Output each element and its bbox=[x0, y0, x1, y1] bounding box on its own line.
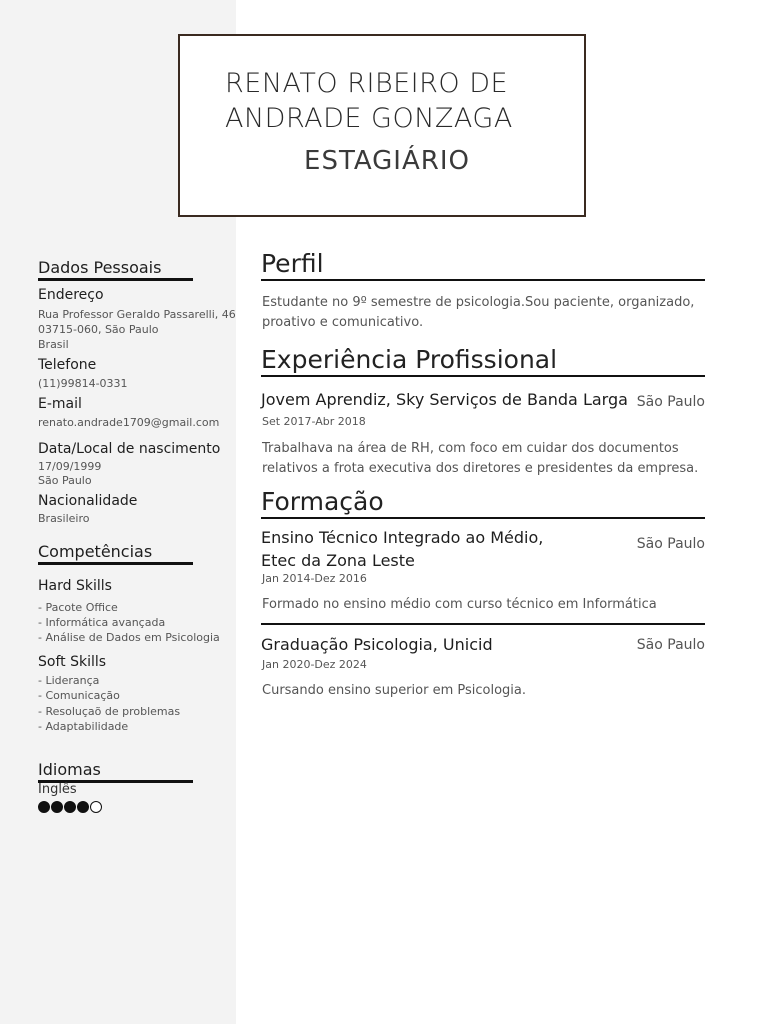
name-header-box bbox=[178, 34, 586, 217]
address-label: Endereço bbox=[38, 287, 104, 303]
hard-skill-item: - Informática avançada bbox=[38, 616, 166, 629]
education-date: Jan 2014-Dez 2016 bbox=[262, 572, 367, 585]
level-dot-filled bbox=[64, 801, 76, 813]
soft-skill-item: - Adaptabilidade bbox=[38, 720, 129, 733]
education-divider bbox=[261, 623, 705, 625]
languages-section bbox=[38, 760, 228, 783]
experience-desc-line2: relativos a frota executiva dos diretores e presidentes da empresa. bbox=[262, 461, 699, 476]
hard-skill-item: - Análise de Dados em Psicologia bbox=[38, 631, 220, 644]
address-line3: Brasil bbox=[38, 338, 69, 351]
nationality-value: Brasileiro bbox=[38, 512, 90, 525]
experience-desc-line1: Trabalhava na área de RH, com foco em cuidar dos documentos bbox=[262, 441, 679, 456]
education-course-line2: Etec da Zona Leste bbox=[261, 551, 415, 570]
soft-skill-item: - Resoluçaõ de problemas bbox=[38, 705, 181, 718]
education-location: São Paulo bbox=[636, 536, 705, 552]
job-role: ESTAGIÁRIO bbox=[304, 146, 470, 176]
phone-label: Telefone bbox=[38, 357, 97, 373]
languages-title: Idiomas bbox=[38, 760, 193, 783]
hard-skill-item: - Pacote Office bbox=[38, 601, 118, 614]
education-location: São Paulo bbox=[636, 637, 705, 653]
experience-date: Set 2017-Abr 2018 bbox=[262, 415, 366, 428]
education-date: Jan 2020-Dez 2024 bbox=[262, 658, 367, 671]
experience-job-title: Jovem Aprendiz, Sky Serviços de Banda Larga bbox=[261, 390, 628, 409]
experience-location: São Paulo bbox=[636, 394, 705, 410]
birth-label: Data/Local de nascimento bbox=[38, 441, 221, 457]
skills-section bbox=[38, 542, 228, 565]
address-line1: Rua Professor Geraldo Passarelli, 46 bbox=[38, 308, 236, 321]
education-title: Formação bbox=[261, 487, 705, 519]
full-name-line2: ANDRADE GONZAGA bbox=[225, 103, 513, 134]
full-name-line1: RENATO RIBEIRO DE bbox=[225, 68, 509, 99]
profile-text-line2: proativo e comunicativo. bbox=[262, 315, 424, 330]
language-name: Inglês bbox=[38, 782, 77, 797]
education-course-line1: Ensino Técnico Integrado ao Médio, bbox=[261, 528, 544, 547]
level-dot-filled bbox=[51, 801, 63, 813]
birth-place: São Paulo bbox=[38, 474, 92, 487]
soft-skill-item: - Liderança bbox=[38, 674, 100, 687]
personal-data-title: Dados Pessoais bbox=[38, 258, 193, 281]
experience-title: Experiência Profissional bbox=[261, 345, 705, 377]
birth-date: 17/09/1999 bbox=[38, 460, 102, 473]
profile-text-line1: Estudante no 9º semestre de psicologia.Sou paciente, organizado, bbox=[262, 295, 695, 310]
nationality-label: Nacionalidade bbox=[38, 493, 138, 509]
skills-title: Competências bbox=[38, 542, 193, 565]
profile-title: Perfil bbox=[261, 249, 705, 281]
email-value[interactable]: renato.andrade1709@gmail.com bbox=[38, 416, 220, 429]
phone-value: (11)99814-0331 bbox=[38, 377, 128, 390]
education-desc: Formado no ensino médio com curso técnico em Informática bbox=[262, 597, 657, 612]
language-level-rating bbox=[38, 801, 102, 813]
address-line2: 03715-060, São Paulo bbox=[38, 323, 159, 336]
level-dot-filled bbox=[77, 801, 89, 813]
education-course-line1: Graduação Psicologia, Unicid bbox=[261, 635, 493, 654]
personal-data-section bbox=[38, 258, 228, 281]
soft-skills-label: Soft Skills bbox=[38, 654, 107, 670]
soft-skill-item: - Comunicação bbox=[38, 689, 120, 702]
level-dot-empty bbox=[90, 801, 102, 813]
level-dot-filled bbox=[38, 801, 50, 813]
email-label: E-mail bbox=[38, 396, 82, 412]
education-desc: Cursando ensino superior em Psicologia. bbox=[262, 683, 526, 698]
hard-skills-label: Hard Skills bbox=[38, 578, 112, 594]
